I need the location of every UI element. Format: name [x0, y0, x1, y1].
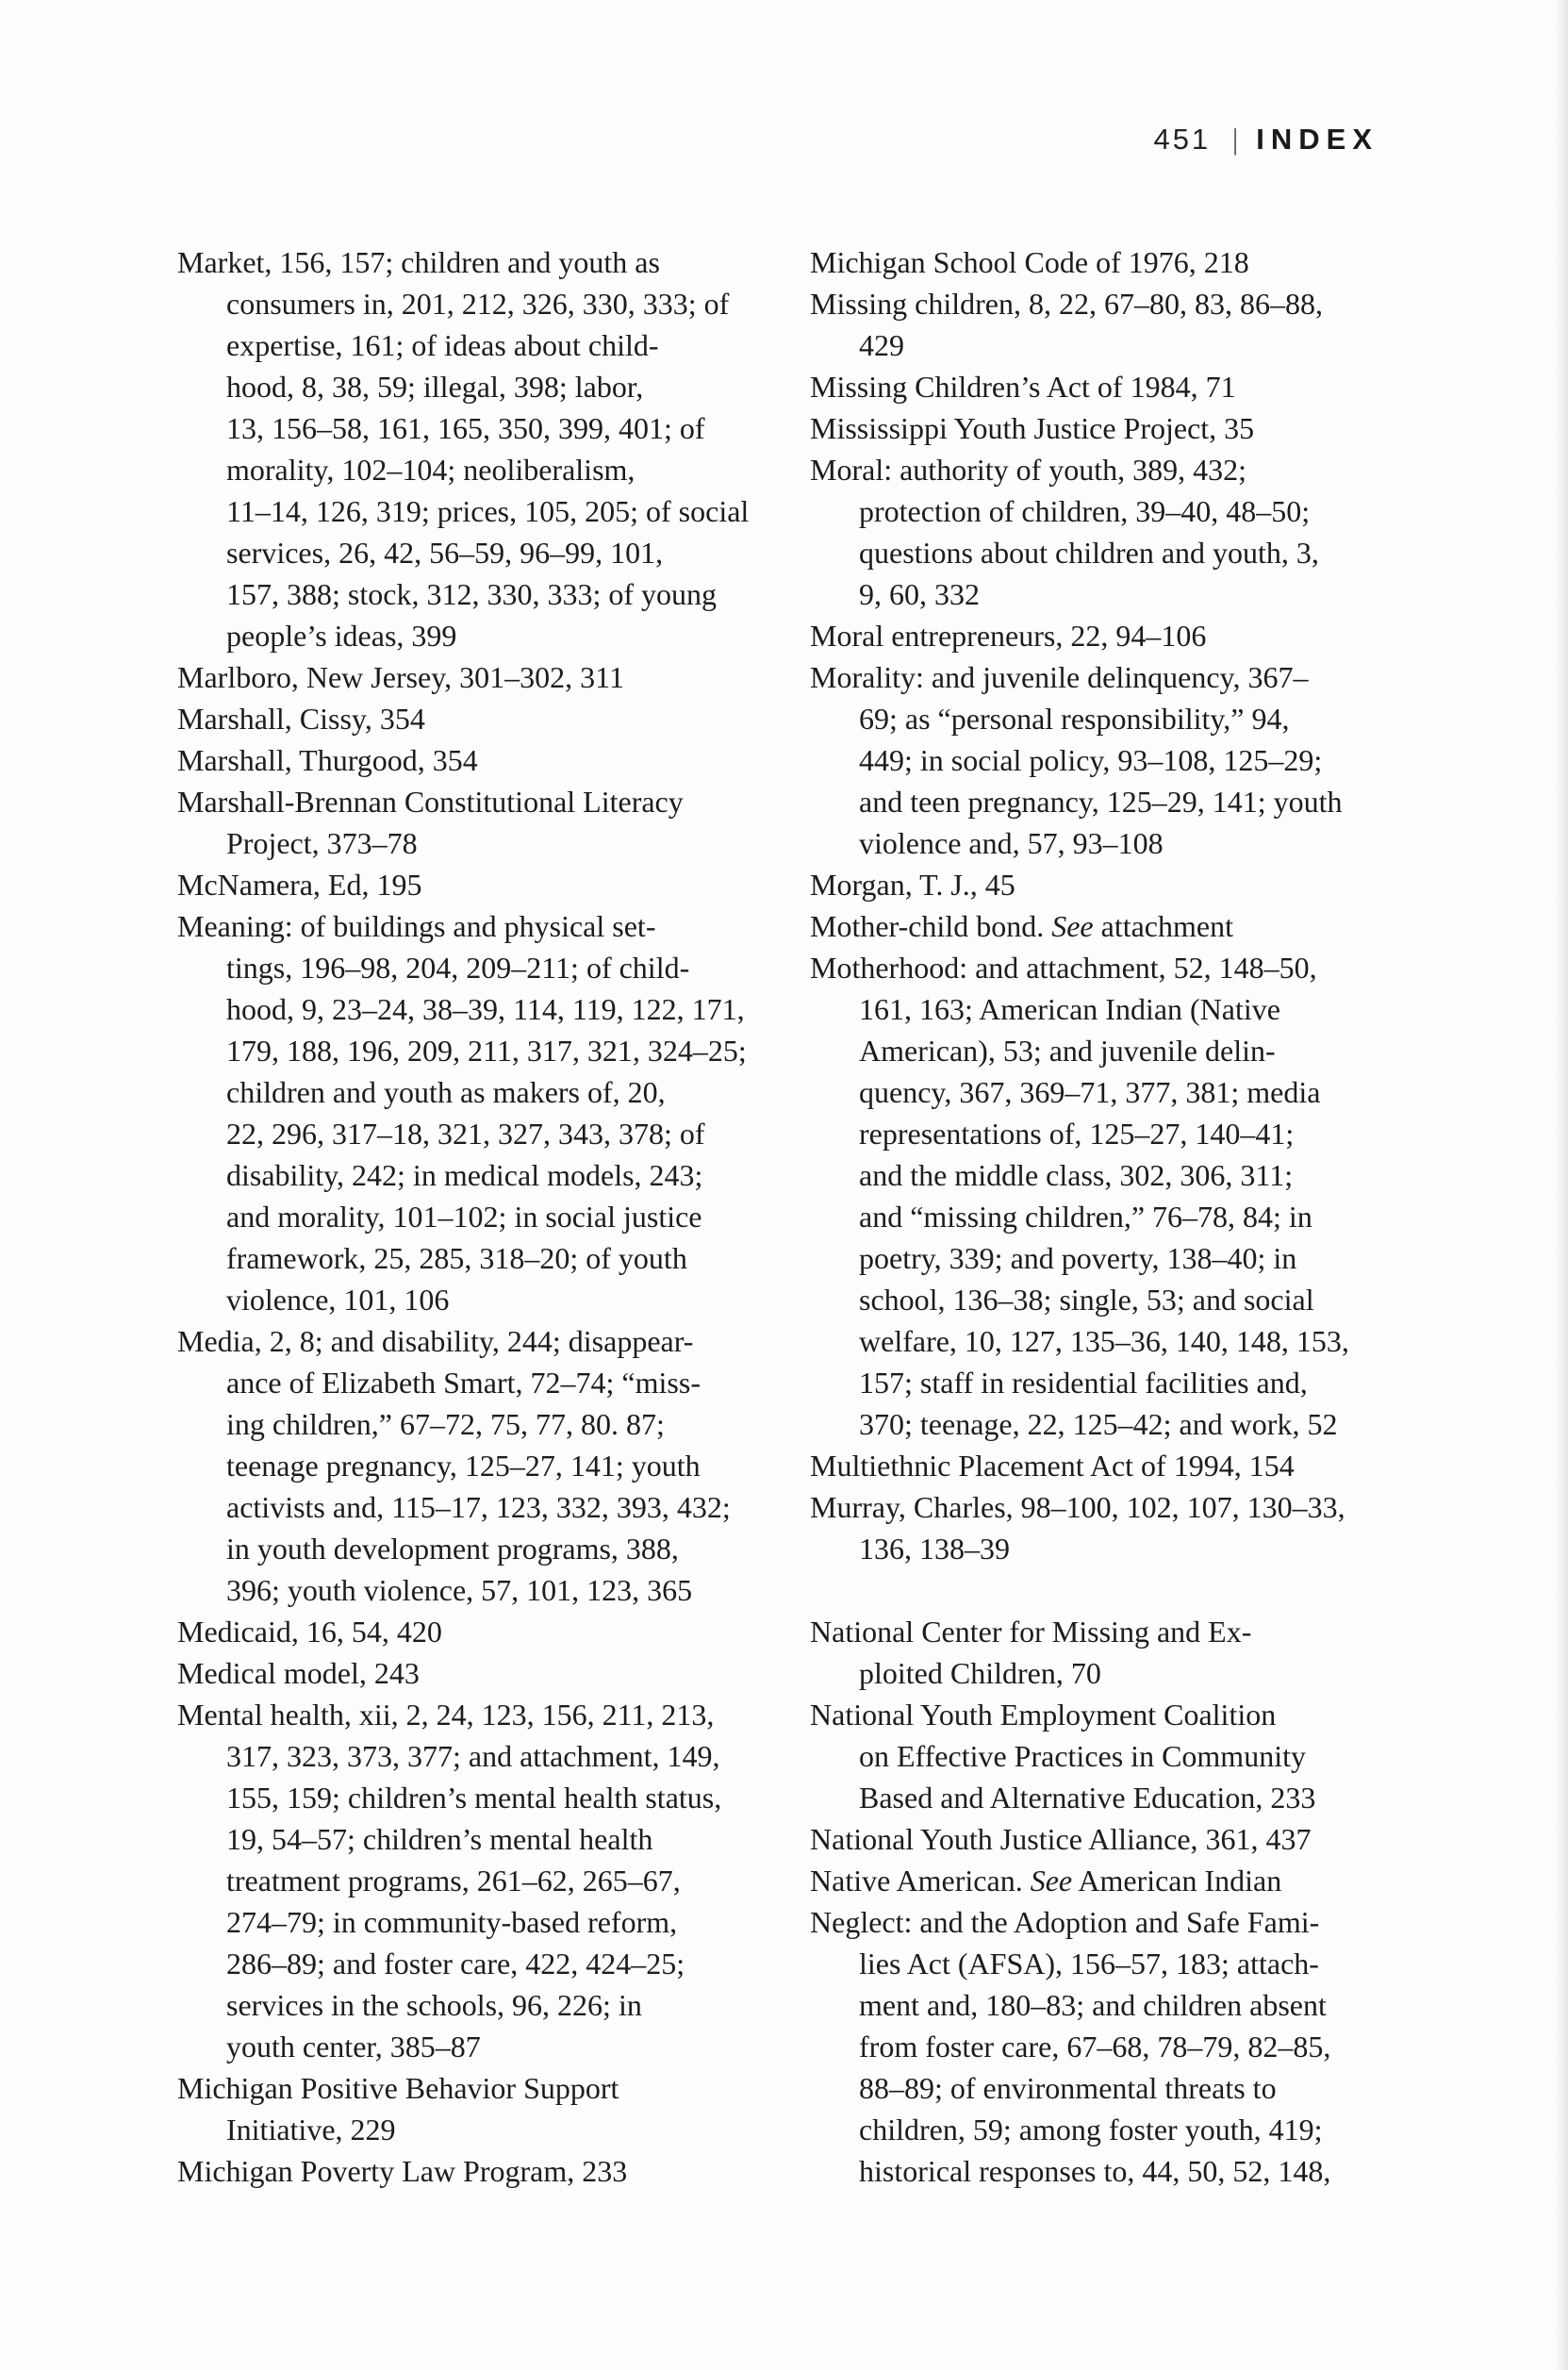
index-line: and teen pregnancy, 125–29, 141; youth	[859, 785, 1343, 819]
index-line: youth center, 385–87	[226, 2030, 481, 2063]
index-line: disability, 242; in medical models, 243;	[226, 1158, 703, 1192]
index-line: 9, 60, 332	[859, 577, 980, 611]
index-line: Mother-child bond. See attachment	[810, 909, 1233, 943]
index-text-block	[177, 241, 1389, 2192]
index-line: people’s ideas, 399	[226, 619, 457, 653]
index-line: historical responses to, 44, 50, 52, 148,	[859, 2154, 1331, 2188]
index-line: ment and, 180–83; and children absent	[859, 1988, 1327, 2022]
index-column-right	[810, 241, 1389, 2192]
index-line: framework, 25, 285, 318–20; of youth	[226, 1241, 687, 1275]
index-line: Morality: and juvenile delinquency, 367–	[810, 660, 1309, 694]
index-line: activists and, 115–17, 123, 332, 393, 432;	[226, 1490, 731, 1524]
index-line: and “missing children,” 76–78, 84; in	[859, 1200, 1312, 1234]
index-line: services, 26, 42, 56–59, 96–99, 101,	[226, 536, 664, 570]
index-line: Project, 373–78	[226, 826, 418, 860]
index-line: Morgan, T. J., 45	[810, 868, 1015, 902]
index-line: children, 59; among foster youth, 419;	[859, 2113, 1323, 2146]
index-line: 13, 156–58, 161, 165, 350, 399, 401; of	[226, 411, 705, 445]
index-line: 155, 159; children’s mental health status,	[226, 1781, 722, 1815]
index-line: Multiethnic Placement Act of 1994, 154	[810, 1449, 1295, 1483]
index-line: and morality, 101–102; in social justice	[226, 1200, 702, 1234]
index-line: American), 53; and juvenile delin-	[859, 1034, 1276, 1068]
index-line: Moral entrepreneurs, 22, 94–106	[810, 619, 1207, 653]
index-line: and the middle class, 302, 306, 311;	[859, 1158, 1294, 1192]
index-line: hood, 9, 23–24, 38–39, 114, 119, 122, 171,	[226, 992, 745, 1026]
index-line: Marshall, Thurgood, 354	[177, 743, 478, 777]
index-line: in youth development programs, 388,	[226, 1532, 679, 1566]
index-line: consumers in, 201, 212, 326, 330, 333; of	[226, 287, 730, 321]
running-head	[0, 121, 1378, 158]
index-line: morality, 102–104; neoliberalism,	[226, 453, 635, 487]
index-column-left	[177, 241, 756, 2192]
index-line: Missing children, 8, 22, 67–80, 83, 86–88,	[810, 287, 1323, 321]
index-line: 429	[859, 328, 904, 362]
index-line: protection of children, 39–40, 48–50;	[859, 494, 1311, 528]
index-line: quency, 367, 369–71, 377, 381; media	[859, 1075, 1321, 1109]
index-line: National Center for Missing and Ex-	[810, 1615, 1252, 1649]
index-line: ploited Children, 70	[859, 1656, 1101, 1690]
index-line: 157; staff in residential facilities and,	[859, 1366, 1308, 1400]
index-line: 274–79; in community-based reform,	[226, 1905, 678, 1939]
index-line: 317, 323, 373, 377; and attachment, 149,	[226, 1739, 720, 1773]
index-line: 19, 54–57; children’s mental health	[226, 1822, 653, 1856]
index-line: expertise, 161; of ideas about child-	[226, 328, 659, 362]
index-line: ing children,” 67–72, 75, 77, 80. 87;	[226, 1407, 665, 1441]
index-line: Native American. See American Indian	[810, 1864, 1282, 1898]
index-line: Moral: authority of youth, 389, 432;	[810, 453, 1247, 487]
index-line: Medical model, 243	[177, 1656, 420, 1690]
index-line: services in the schools, 96, 226; in	[226, 1988, 642, 2022]
index-line: 370; teenage, 22, 125–42; and work, 52	[859, 1407, 1338, 1441]
page-title: INDEX	[1256, 123, 1378, 156]
index-line: 161, 163; American Indian (Native	[859, 992, 1280, 1026]
index-line: 69; as “personal responsibility,” 94,	[859, 702, 1290, 736]
index-line: Neglect: and the Adoption and Safe Fami-	[810, 1905, 1320, 1939]
index-line: children and youth as makers of, 20,	[226, 1075, 666, 1109]
index-line: Missing Children’s Act of 1984, 71	[810, 370, 1236, 404]
index-line: questions about children and youth, 3,	[859, 536, 1319, 570]
index-line: treatment programs, 261–62, 265–67,	[226, 1864, 681, 1898]
index-line: Murray, Charles, 98–100, 102, 107, 130–33,	[810, 1490, 1345, 1524]
index-line: National Youth Employment Coalition	[810, 1698, 1277, 1732]
header-separator: |	[1233, 123, 1238, 156]
index-line: hood, 8, 38, 59; illegal, 398; labor,	[226, 370, 644, 404]
index-line: Marshall, Cissy, 354	[177, 702, 425, 736]
page-edge-shadow	[1555, 0, 1568, 2370]
index-line: 88–89; of environmental threats to	[859, 2071, 1277, 2105]
index-line: Meaning: of buildings and physical set-	[177, 909, 656, 943]
index-line: National Youth Justice Alliance, 361, 437	[810, 1822, 1312, 1856]
index-line: Media, 2, 8; and disability, 244; disappear-	[177, 1324, 694, 1358]
index-line: Michigan School Code of 1976, 218	[810, 245, 1249, 279]
index-line: 449; in social policy, 93–108, 125–29;	[859, 743, 1323, 777]
index-line: Mississippi Youth Justice Project, 35	[810, 411, 1255, 445]
index-line: Mental health, xii, 2, 24, 123, 156, 211, 213,	[177, 1698, 715, 1732]
index-line: Motherhood: and attachment, 52, 148–50,	[810, 951, 1317, 985]
index-line: lies Act (AFSA), 156–57, 183; attach-	[859, 1947, 1319, 1981]
index-line: school, 136–38; single, 53; and social	[859, 1283, 1314, 1317]
index-line: representations of, 125–27, 140–41;	[859, 1117, 1295, 1151]
index-line: Medicaid, 16, 54, 420	[177, 1615, 442, 1649]
index-line: teenage pregnancy, 125–27, 141; youth	[226, 1449, 701, 1483]
index-line: from foster care, 67–68, 78–79, 82–85,	[859, 2030, 1331, 2063]
index-line: Marlboro, New Jersey, 301–302, 311	[177, 660, 624, 694]
index-line: violence, 101, 106	[226, 1283, 450, 1317]
index-line: 396; youth violence, 57, 101, 123, 365	[226, 1573, 693, 1607]
index-line: 157, 388; stock, 312, 330, 333; of young	[226, 577, 717, 611]
index-line: violence and, 57, 93–108	[859, 826, 1164, 860]
index-line: Based and Alternative Education, 233	[859, 1781, 1316, 1815]
index-line: ance of Elizabeth Smart, 72–74; “miss-	[226, 1366, 701, 1400]
index-line: 11–14, 126, 319; prices, 105, 205; of social	[226, 494, 750, 528]
section-gap	[810, 1569, 1389, 1611]
index-line: Michigan Poverty Law Program, 233	[177, 2154, 628, 2188]
index-line: Initiative, 229	[226, 2113, 396, 2146]
index-line: 136, 138–39	[859, 1532, 1010, 1566]
index-line: Market, 156, 157; children and youth as	[177, 245, 660, 279]
index-line: on Effective Practices in Community	[859, 1739, 1306, 1773]
page-number: 451	[1153, 123, 1212, 156]
index-line: tings, 196–98, 204, 209–211; of child-	[226, 951, 690, 985]
index-line: Michigan Positive Behavior Support	[177, 2071, 619, 2105]
index-line: Marshall-Brennan Constitutional Literacy	[177, 785, 684, 819]
index-line: 179, 188, 196, 209, 211, 317, 321, 324–25;	[226, 1034, 747, 1068]
index-line: welfare, 10, 127, 135–36, 140, 148, 153,	[859, 1324, 1349, 1358]
index-line: 22, 296, 317–18, 321, 327, 343, 378; of	[226, 1117, 705, 1151]
index-line: 286–89; and foster care, 422, 424–25;	[226, 1947, 685, 1981]
index-line: McNamera, Ed, 195	[177, 868, 422, 902]
index-line: poetry, 339; and poverty, 138–40; in	[859, 1241, 1297, 1275]
